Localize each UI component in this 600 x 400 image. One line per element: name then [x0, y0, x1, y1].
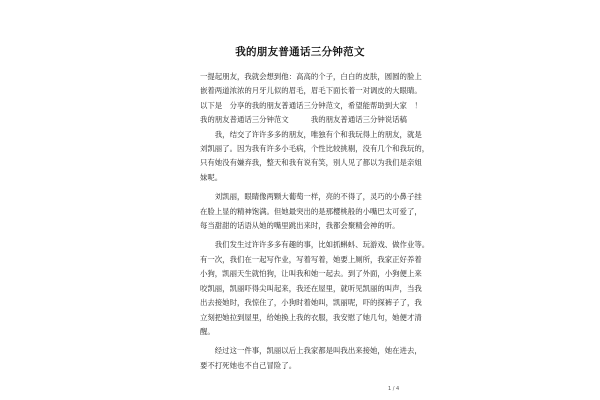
text-line: 立刻把她拉到屋里，给她换上我的衣服，我安慰了她几句，她便才清: [200, 312, 422, 322]
text-line: 以下是 分享的我的朋友普通话三分钟范文，希望能帮助到大家 ！: [200, 100, 422, 110]
document-body: [200, 70, 430, 373]
text-line: 在脸上显的精神饱满。但她最突出的是那樱桃般的小嘴巴太可爱了，: [200, 206, 422, 216]
text-line: 醒。: [200, 326, 215, 336]
text-line: 有一次，我们在一起写作业，写着写着，她要上厕所，我家正好养着: [200, 254, 422, 264]
text-line: 经过这一件事，凯丽以后上我家都是叫我出来接她，她在进去，: [200, 346, 422, 356]
text-line: 咬凯丽，凯丽吓得尖叫起来，我还在屋里，就听见凯丽的叫声，当我: [200, 283, 422, 293]
text-line: 每当甜甜的话语从她的嘴里跳出来时，我都会聚精会神的听。: [200, 221, 400, 231]
text-line: 我们发生过许许多多有趣的事，比如抓蝌蚪、玩游戏、做作业等。: [200, 240, 430, 250]
text-line: 刘凯丽了。因为我有许多小毛病，个性比较挑剔，没有几个和我玩的，: [200, 144, 430, 154]
text-line: 嵌着两道浓浓的月牙儿似的眉毛，眉毛下面长着一对调皮的大眼睛。: [200, 86, 422, 96]
text-line: 要不打死她也不自己冒险了。: [200, 360, 297, 370]
page-number: 1 / 4: [388, 386, 400, 392]
text-line: 只有她没有嫌弃我，整天和我有说有笑，别人见了都以为我们是亲姐: [200, 158, 422, 168]
text-line: 一提起朋友，我就会想到他：高高的个子，白白的皮肤，圆圆的脸上: [200, 72, 422, 81]
text-line: 妹呢。: [200, 172, 223, 182]
text-line: 我，结交了许许多多的朋友，唯独有个和我玩得上的朋友，就是: [200, 129, 422, 139]
text-line: 我的朋友普通话三分钟范文 我的朋友普通话三分钟说话稿: [200, 115, 407, 125]
text-line: 出去接她时，我惊住了，小狗时着她叫，凯丽呢，吓的探裤子了，我: [200, 298, 422, 308]
text-line: 刘凯丽，眼睛像两颗大葡萄一样，亮的不得了，灵巧的小鼻子挂: [200, 192, 422, 202]
text-line: 小狗，凯丽天生就怕狗，让叫我和她一起去。到了外面，小狗便上来: [200, 269, 422, 279]
document-title: 我的朋友普通话三分钟范文: [235, 46, 365, 58]
